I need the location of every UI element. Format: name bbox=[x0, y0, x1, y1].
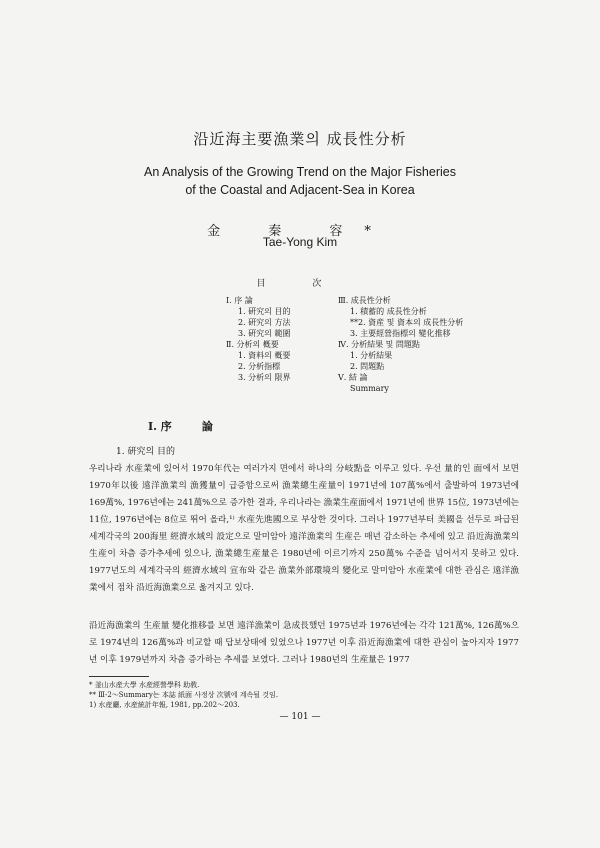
section-number: Ⅰ. 序 bbox=[148, 420, 172, 433]
footnote: * 釜山水産大學 水産經營學科 助敎. bbox=[89, 681, 200, 689]
toc-item: 1. 硏究의 目的 bbox=[238, 307, 291, 316]
toc-heading: 目 次 bbox=[256, 279, 344, 289]
toc-item: 2. 問題點 bbox=[350, 362, 385, 371]
footnote-rule bbox=[89, 676, 149, 677]
title-english-line-1: An Analysis of the Growing Trend on the Major Fisheries bbox=[144, 165, 456, 179]
title-english-line-2: of the Coastal and Adjacent-Sea in Korea bbox=[185, 183, 415, 197]
author-english: Tae-Yong Kim bbox=[262, 235, 338, 249]
toc-item: Ⅱ. 分析의 槪要 bbox=[226, 340, 279, 349]
page-number: — 101 — bbox=[279, 712, 321, 722]
toc-item: Summary bbox=[350, 384, 389, 393]
toc-item: 3. 主要經營指標의 變化推移 bbox=[350, 329, 451, 338]
section-word: 論 bbox=[201, 420, 213, 433]
toc-item: 1. 積蓄的 成長性分析 bbox=[350, 307, 427, 316]
section-heading bbox=[148, 418, 213, 434]
toc-item: 1. 資料의 槪要 bbox=[238, 351, 291, 360]
toc-item: **2. 資産 및 資本의 成長性分析 bbox=[350, 318, 464, 327]
body-paragraph: 우리나라 水産業에 있어서 1970年代는 여러가지 면에서 하나의 分岐點을 이루고 있다. 우선 量的인 面에서 보면 1970年以後 遠洋漁業의 漁獲量이 급증함으로써 漁業總生産量이 1971년에 107萬%에서 출발하여 1973년에 169萬%, 1976년에는 241萬%으로 증가한 결과, 우리나라는 漁業生産面에서 1971년에 世界 15位, 1973년에는 11位, 1976년에는 8位로 뛰어 올라,¹⁾ 水産先進國으로 부상한 것이다. 그러나 1977년부터 美國을 선두로 파급된 세계각국의 200海里 經濟水域의 設定으로 말미암아 遠洋漁業의 生産은 매년 감소하는 추세에 있고 沿近海漁業의 生産이 차츰 증가추세에 있으나, 漁業總生産量은 1980년에 이르기까지 250萬% 수준을 넘어서지 못하고 있다. 1977년도의 세계각국의 經濟水域의 宣布와 같은 漁業外部環境의 變化로 말미암아 水産業에 대한 관심은 遠洋漁業에서 점차 沿近海漁業으로 옮겨지고 있다. bbox=[89, 464, 519, 593]
toc-item: 1. 分析結果 bbox=[350, 351, 393, 360]
toc-item: Ⅲ. 成長性分析 bbox=[338, 296, 391, 305]
toc-left-column bbox=[226, 295, 346, 383]
subsection-heading: 1. 硏究의 目的 bbox=[116, 447, 176, 457]
footnotes bbox=[89, 680, 519, 710]
toc-item: 3. 分析의 限界 bbox=[238, 373, 291, 382]
title-english bbox=[0, 163, 600, 199]
body-paragraph: 沿近海漁業의 生産量 變化推移를 보면 遠洋漁業이 急成長했던 1975년과 1976년에는 각각 121萬%, 126萬%으로 1974년의 126萬%과 비교할 때 답보상태에 있었으나 1977년 이후 沿近海漁業에 대한 관심이 높아지자 1977년 이후 1979년까지 차츰 증가하는 추세를 보였다. 그러나 1980년의 生産量은 1977 bbox=[89, 621, 519, 665]
toc-item: Ⅰ. 序 論 bbox=[226, 296, 253, 305]
toc-item: Ⅳ. 分析結果 및 問題點 bbox=[338, 340, 420, 349]
toc-item: 3. 硏究의 範圍 bbox=[238, 329, 291, 338]
toc-right-column bbox=[338, 295, 518, 394]
footnote: 1) 水産廳, 水産統計年報, 1981, pp.202～203. bbox=[89, 701, 240, 709]
toc-item: Ⅴ. 結 論 bbox=[338, 373, 368, 382]
author-korean: 金 秦 容* bbox=[207, 224, 393, 239]
footnote: ** Ⅲ-2～Summary는 本誌 紙面 사정상 次號에 계속될 것임. bbox=[89, 691, 279, 699]
title-korean: 沿近海主要漁業의 成長性分析 bbox=[193, 130, 407, 148]
toc-item: 2. 硏究의 方法 bbox=[238, 318, 291, 327]
toc-item: 2. 分析指標 bbox=[238, 362, 281, 371]
